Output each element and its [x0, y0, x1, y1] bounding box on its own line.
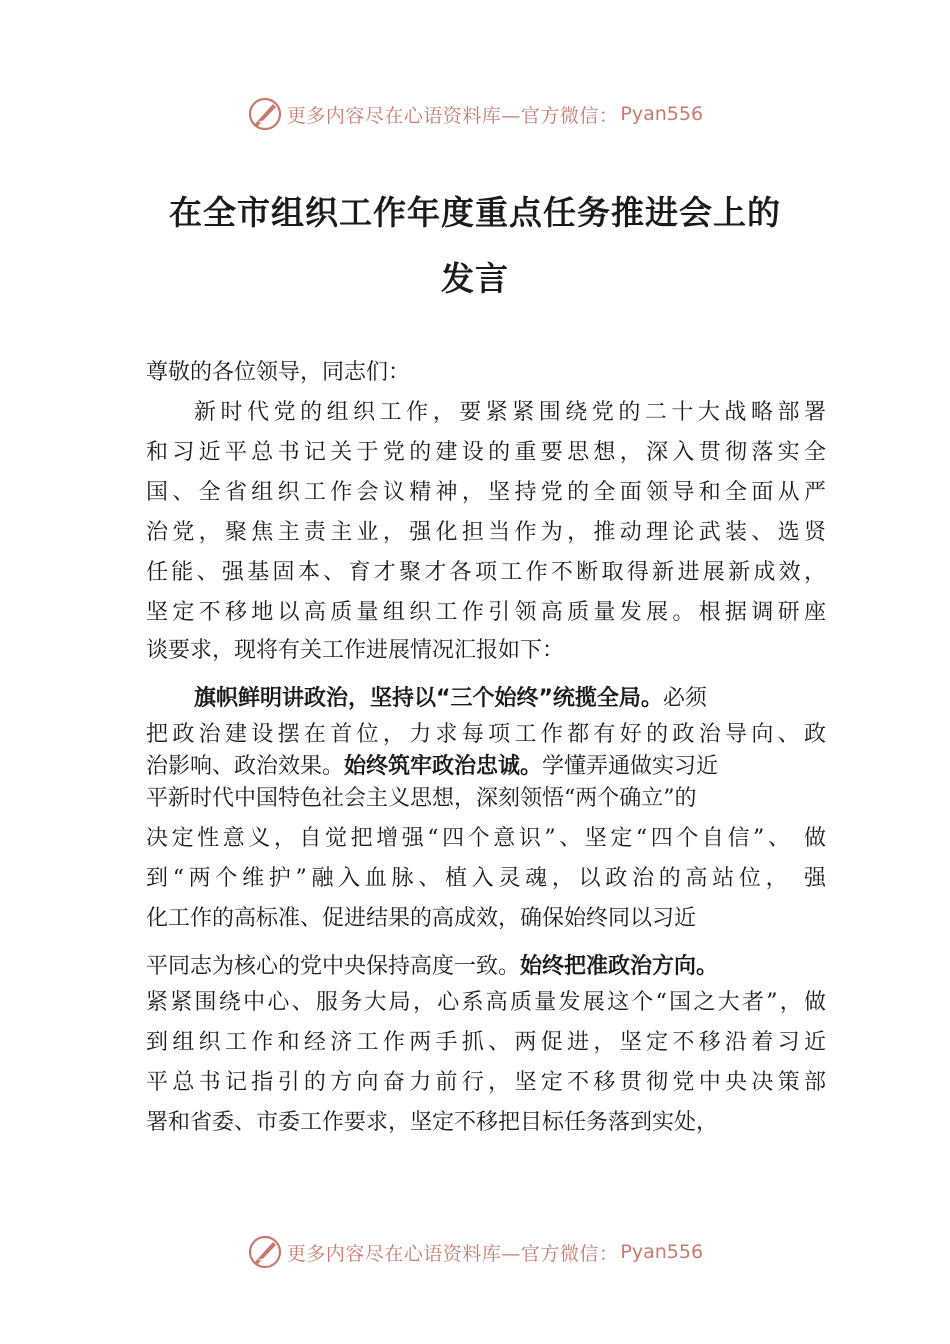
title-line-2: 发言 [441, 259, 509, 298]
paragraph-1-line: 新时代党的组织工作，要紧紧围绕党的二十大战略部署 [194, 400, 826, 425]
paragraph-1-line: 国、全省组织工作会议精神，坚持党的全面领导和全面从严 [146, 480, 826, 505]
paragraph-1-line: 和习近平总书记关于党的建设的重要思想，深入贯彻落实全 [146, 440, 826, 465]
pen-logo-icon [247, 1234, 283, 1270]
subheading-political-direction: 始终把准政治方向。 [520, 954, 719, 979]
pen-logo-icon [247, 96, 283, 132]
watermark-wechat-id: Pyan556 [620, 1241, 704, 1263]
paragraph-2-line: 治影响、政治效果。始终筑牢政治忠诚。学懂弄通做实习近 [146, 754, 719, 779]
section-heading: 旗帜鲜明讲政治，坚持以“三个始终”统揽全局。 [194, 686, 663, 711]
salutation: 尊敬的各位领导，同志们： [146, 360, 411, 385]
watermark-wechat-id: Pyan556 [620, 103, 704, 125]
paragraph-2-line: 平总书记指引的方向奋力前行，坚定不移贯彻党中央决策部 [146, 1070, 826, 1095]
paragraph-2-line: 到组织工作和经济工作两手抓、两促进，坚定不移沿着习近 [146, 1030, 826, 1055]
paragraph-2-line: 署和省委、市委工作要求，坚定不移把目标任务落到实处， [146, 1110, 719, 1135]
paragraph-2-line: 决定性意义，自觉把增强“四个意识”、坚定“四个自信”、 做 [146, 826, 826, 851]
paragraph-2-line: 化工作的高标准、促进结果的高成效，确保始终同以习近 [146, 906, 697, 931]
paragraph-1-line: 谈要求，现将有关工作进展情况汇报如下： [146, 638, 565, 663]
paragraph-2-line: 旗帜鲜明讲政治，坚持以“三个始终”统揽全局。必须 [194, 686, 707, 711]
paragraph-2-line: 到“两个维护”融入血脉、植入灵魂，以政治的高站位， 强 [146, 866, 826, 891]
document-title [100, 180, 850, 312]
paragraph-1-line: 坚定不移地以高质量组织工作引领高质量发展。根据调研座 [146, 600, 826, 625]
paragraph-2-line: 平新时代中国特色社会主义思想，深刻领悟“两个确立”的 [146, 786, 697, 811]
paragraph-2-line: 把政治建设摆在首位，力求每项工作都有好的政治导向、政 [146, 722, 826, 747]
paragraph-2-line: 紧紧围绕中心、服务大局，心系高质量发展这个“国之大者”，做 [146, 990, 826, 1015]
title-line-1: 在全市组织工作年度重点任务推进会上的 [169, 193, 781, 232]
paragraph-2-line: 平同志为核心的党中央保持高度一致。始终把准政治方向。 [146, 954, 719, 979]
paragraph-1-line: 治党，聚焦主责主业，强化担当作为，推动理论武装、选贤 [146, 520, 826, 545]
paragraph-1-line: 任能、强基固本、育才聚才各项工作不断取得新进展新成效， [146, 560, 826, 585]
subheading-political-loyalty: 始终筑牢政治忠诚。 [344, 754, 543, 779]
watermark-footer [0, 1232, 950, 1272]
watermark-header [0, 94, 950, 134]
watermark-text: 更多内容尽在心语资料库—官方微信： [286, 1242, 619, 1265]
watermark-text: 更多内容尽在心语资料库—官方微信： [286, 104, 619, 127]
